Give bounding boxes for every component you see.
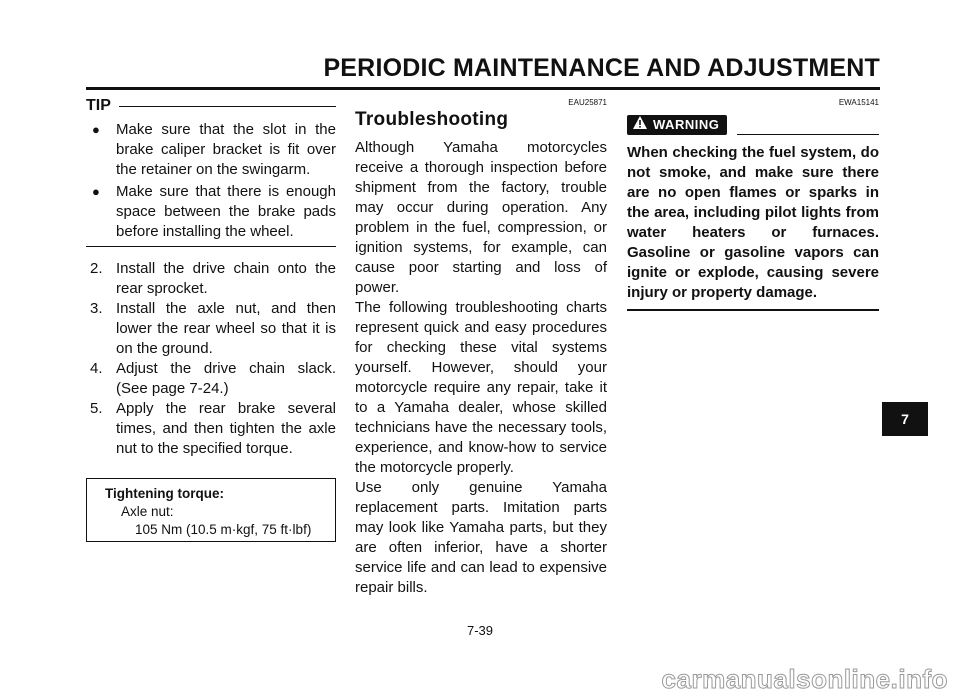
tip-heading: [86, 96, 336, 116]
procedure-step: [86, 359, 336, 399]
warning-end-rule: [627, 309, 879, 311]
step-text: Install the drive chain onto the rear sprocket.: [116, 260, 336, 297]
torque-spec-box: [86, 478, 336, 542]
step-text: Adjust the drive chain slack. (See page 7-24.): [116, 360, 336, 397]
warning-code: EWA15141: [838, 98, 879, 107]
step-text: Install the axle nut, and then lower the rear wheel so that it is on the ground.: [116, 300, 336, 357]
middle-column: [355, 92, 607, 598]
tip-label: TIP: [86, 97, 111, 114]
right-column: [627, 92, 879, 311]
left-column: [86, 92, 336, 459]
tip-item: ● Make sure that there is enough space between the brake pads before installing the wheel.: [86, 182, 336, 242]
tip-heading-rule: [119, 106, 336, 107]
warning-text: When checking the fuel system, do not smoke, and make sure there are no open flames or sparks in the area, including pilot lights from water heaters or furnaces. Gasoline or gasoline vapors can ignite or explode, causing severe injury or property damage.: [627, 144, 879, 301]
section-code: EAU25871: [568, 98, 607, 107]
page-header-title: PERIODIC MAINTENANCE AND ADJUSTMENT: [323, 54, 880, 82]
torque-label: Axle nut:: [121, 504, 174, 519]
warning-heading-rule: [737, 134, 879, 135]
step-text: Apply the rear brake several times, and then tighten the axle nut to the specified torque.: [116, 400, 336, 457]
header-rule: [86, 87, 880, 90]
warning-triangle-icon: [633, 115, 647, 135]
procedure-step: [86, 299, 336, 359]
torque-title: Tightening torque:: [105, 486, 224, 501]
procedure-step: [86, 259, 336, 299]
tip-list: [86, 120, 336, 242]
step-number: 5.: [90, 400, 103, 417]
warning-heading: [627, 115, 879, 135]
section-title: Troubleshooting: [355, 109, 509, 130]
step-number: 4.: [90, 360, 103, 377]
warning-badge: [627, 115, 727, 135]
watermark: carmanualsonline.info: [661, 664, 948, 694]
warning-label: WARNING: [653, 117, 720, 132]
body-paragraph: The following troubleshooting charts represent quick and easy procedures for checking these vital systems yourself. However, should your motorcycle require any repair, take it to a Yamaha dealer, whose skilled technicians have the necessary tools, experience, and know-how to service the motorcycle properly.: [355, 299, 607, 476]
page-number: 7-39: [466, 623, 494, 638]
body-paragraph: Use only genuine Yamaha replacement parts. Imitation parts may look like Yamaha parts, but they are often inferior, have a shorter service life and can lead to expensive repair bills.: [355, 479, 607, 596]
procedure-steps: [86, 259, 336, 459]
chapter-tab: 7: [882, 402, 928, 436]
torque-value: 105 Nm (10.5 m·kgf, 75 ft·lbf): [135, 522, 312, 537]
tip-end-rule: [86, 246, 336, 247]
body-paragraph: Although Yamaha motorcycles receive a thorough inspection before shipment from the factory, trouble may occur during operation. Any problem in the fuel, compression, or ignition systems, for example, can cause poor starting and loss of power.: [355, 139, 607, 296]
step-number: 3.: [90, 300, 103, 317]
procedure-step: [86, 399, 336, 459]
step-number: 2.: [90, 260, 103, 277]
tip-item: ● Make sure that the slot in the brake caliper bracket is fit over the retainer on the swingarm.: [86, 120, 336, 180]
